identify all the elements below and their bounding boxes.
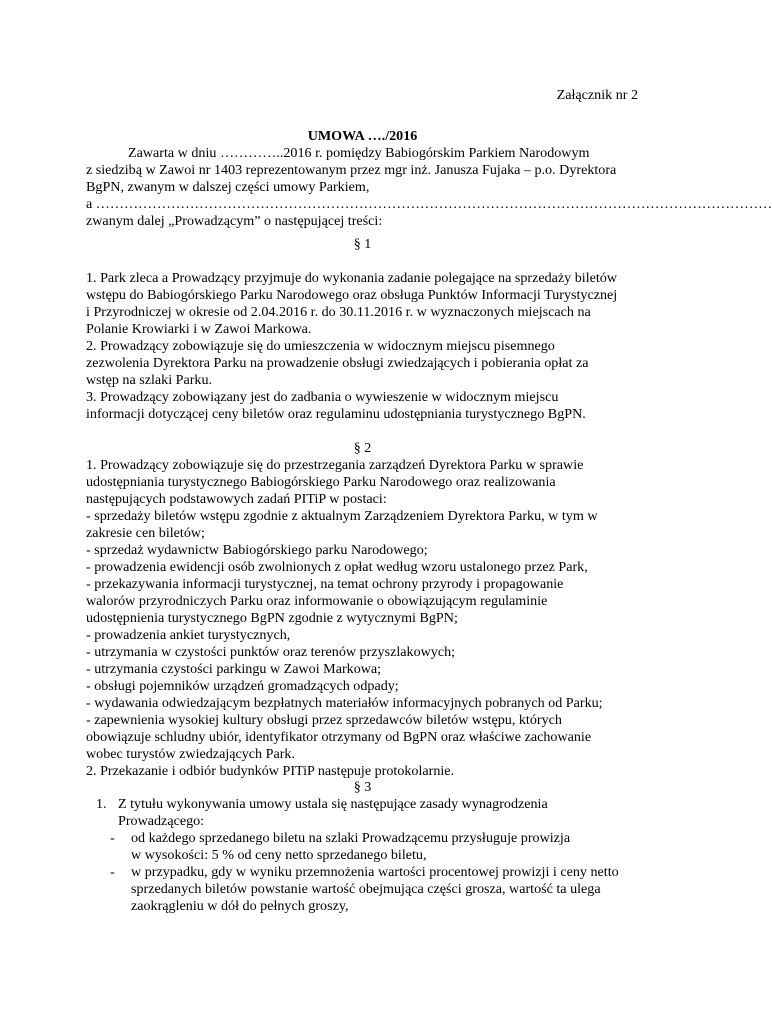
section-1-line: informacji dotyczącej ceny biletów oraz regulaminu udostępniania turystycznego BgPN. — [86, 406, 586, 422]
section-2-heading: § 2 — [353, 440, 372, 456]
section-1-line: zezwolenia Dyrektora Parku na prowadzenie obsługi zwiedzających i pobierania opłat za — [86, 355, 589, 371]
section-2-line: udostępnienia turystycznego BgPN zgodnie z wytycznymi BgPN; — [86, 610, 458, 626]
section-2-line: wobec turystów zwiedzających Park. — [86, 746, 295, 762]
bullet-line: sprzedanych biletów powstanie wartość obejmująca części grosza, wartość ta ulega — [131, 881, 601, 897]
section-1-line: 1. Park zleca a Prowadzący przyjmuje do wykonania zadanie polegające na sprzedaży biletów — [86, 270, 618, 286]
intro-line: BgPN, zwanym w dalszej części umowy Parkiem, — [86, 179, 370, 195]
intro-line: Zawarta w dniu …………..2016 r. pomiędzy Babiogórskim Parkiem Narodowym — [128, 145, 590, 161]
section-1-line: wstęp na szlaki Parku. — [86, 372, 213, 388]
list-item-line: Prowadzącego: — [118, 813, 205, 829]
intro-line: a ……………………………………………………………………………………………………………………………… — [86, 196, 772, 212]
section-2-line: 1. Prowadzący zobowiązuje się do przestrzegania zarządzeń Dyrektora Parku w sprawie — [86, 457, 584, 473]
bullet-line: zaokrągleniu w dół do pełnych groszy, — [131, 898, 349, 914]
section-1-line: 2. Prowadzący zobowiązuje się do umieszczenia w widocznym miejscu pisemnego — [86, 338, 555, 354]
section-1-line: wstępu do Babiogórskiego Parku Narodowego oraz obsługa Punktów Informacji Turystycznej — [86, 287, 618, 303]
bullet-line: od każdego sprzedanego biletu na szlaki Prowadzącemu przysługuje prowizja — [131, 830, 571, 846]
annex-label: Załącznik nr 2 — [556, 87, 638, 103]
contract-title: UMOWA …./2016 — [307, 128, 418, 144]
section-2-line: - prowadzenia ewidencji osób zwolnionych z opłat według wzoru ustalonego przez Park, — [86, 559, 588, 575]
list-item-line: Z tytułu wykonywania umowy ustala się następujące zasady wynagrodzenia — [118, 796, 548, 812]
section-1-line: 3. Prowadzący zobowiązany jest do zadbania o wywieszenie w widocznym miejscu — [86, 389, 559, 405]
section-2-line: - sprzedaży biletów wstępu zgodnie z aktualnym Zarządzeniem Dyrektora Parku, w tym w — [86, 508, 598, 524]
bullet-line: w wysokości: 5 % od ceny netto sprzedanego biletu, — [131, 847, 427, 863]
section-3-heading: § 3 — [353, 779, 372, 795]
section-2-line: zakresie cen biletów; — [86, 525, 205, 541]
bullet-dash: - — [110, 864, 115, 880]
list-number: 1. — [96, 796, 107, 812]
bullet-dash: - — [110, 830, 115, 846]
intro-line: z siedzibą w Zawoi nr 1403 reprezentowanym przez mgr inż. Janusza Fujaka – p.o. Dyrektora — [86, 162, 617, 178]
section-2-line: - utrzymania w czystości punktów oraz terenów przyszlakowych; — [86, 644, 456, 660]
intro-line: zwanym dalej „Prowadzącym” o następującej treści: — [86, 213, 383, 229]
section-2-line: - zapewnienia wysokiej kultury obsługi przez sprzedawców biletów wstępu, których — [86, 712, 562, 728]
section-2-line: - utrzymania czystości parkingu w Zawoi Markowa; — [86, 661, 382, 677]
section-2-line: walorów przyrodniczych Parku oraz informowanie o obowiązującym regulaminie — [86, 593, 548, 609]
bullet-line: w przypadku, gdy w wyniku przemnożenia wartości procentowej prowizji i ceny netto — [131, 864, 619, 880]
section-2-line: udostępniania turystycznego Babiogórskiego Parku Narodowego oraz realizowania — [86, 474, 556, 490]
section-2-line: - przekazywania informacji turystycznej, na temat ochrony przyrody i propagowanie — [86, 576, 564, 592]
section-2-line: - prowadzenia ankiet turystycznych, — [86, 627, 291, 643]
section-2-line: - sprzedaż wydawnictw Babiogórskiego parku Narodowego; — [86, 542, 428, 558]
section-1-line: i Przyrodniczej w okresie od 2.04.2016 r. do 30.11.2016 r. w wyznaczonych miejscach na — [86, 304, 591, 320]
section-2-line: - obsługi pojemników urządzeń gromadzących odpady; — [86, 678, 399, 694]
section-2-line: następujących podstawowych zadań PITiP w postaci: — [86, 491, 387, 507]
section-2-line: 2. Przekazanie i odbiór budynków PITiP następuje protokolarnie. — [86, 763, 455, 779]
section-1-heading: § 1 — [353, 236, 372, 252]
section-2-line: - wydawania odwiedzającym bezpłatnych materiałów informacyjnych pobranych od Parku; — [86, 695, 603, 711]
section-2-line: obowiązuje schludny ubiór, identyfikator otrzymany od BgPN oraz właściwe zachowanie — [86, 729, 592, 745]
section-1-line: Polanie Krowiarki i w Zawoi Markowa. — [86, 321, 312, 337]
